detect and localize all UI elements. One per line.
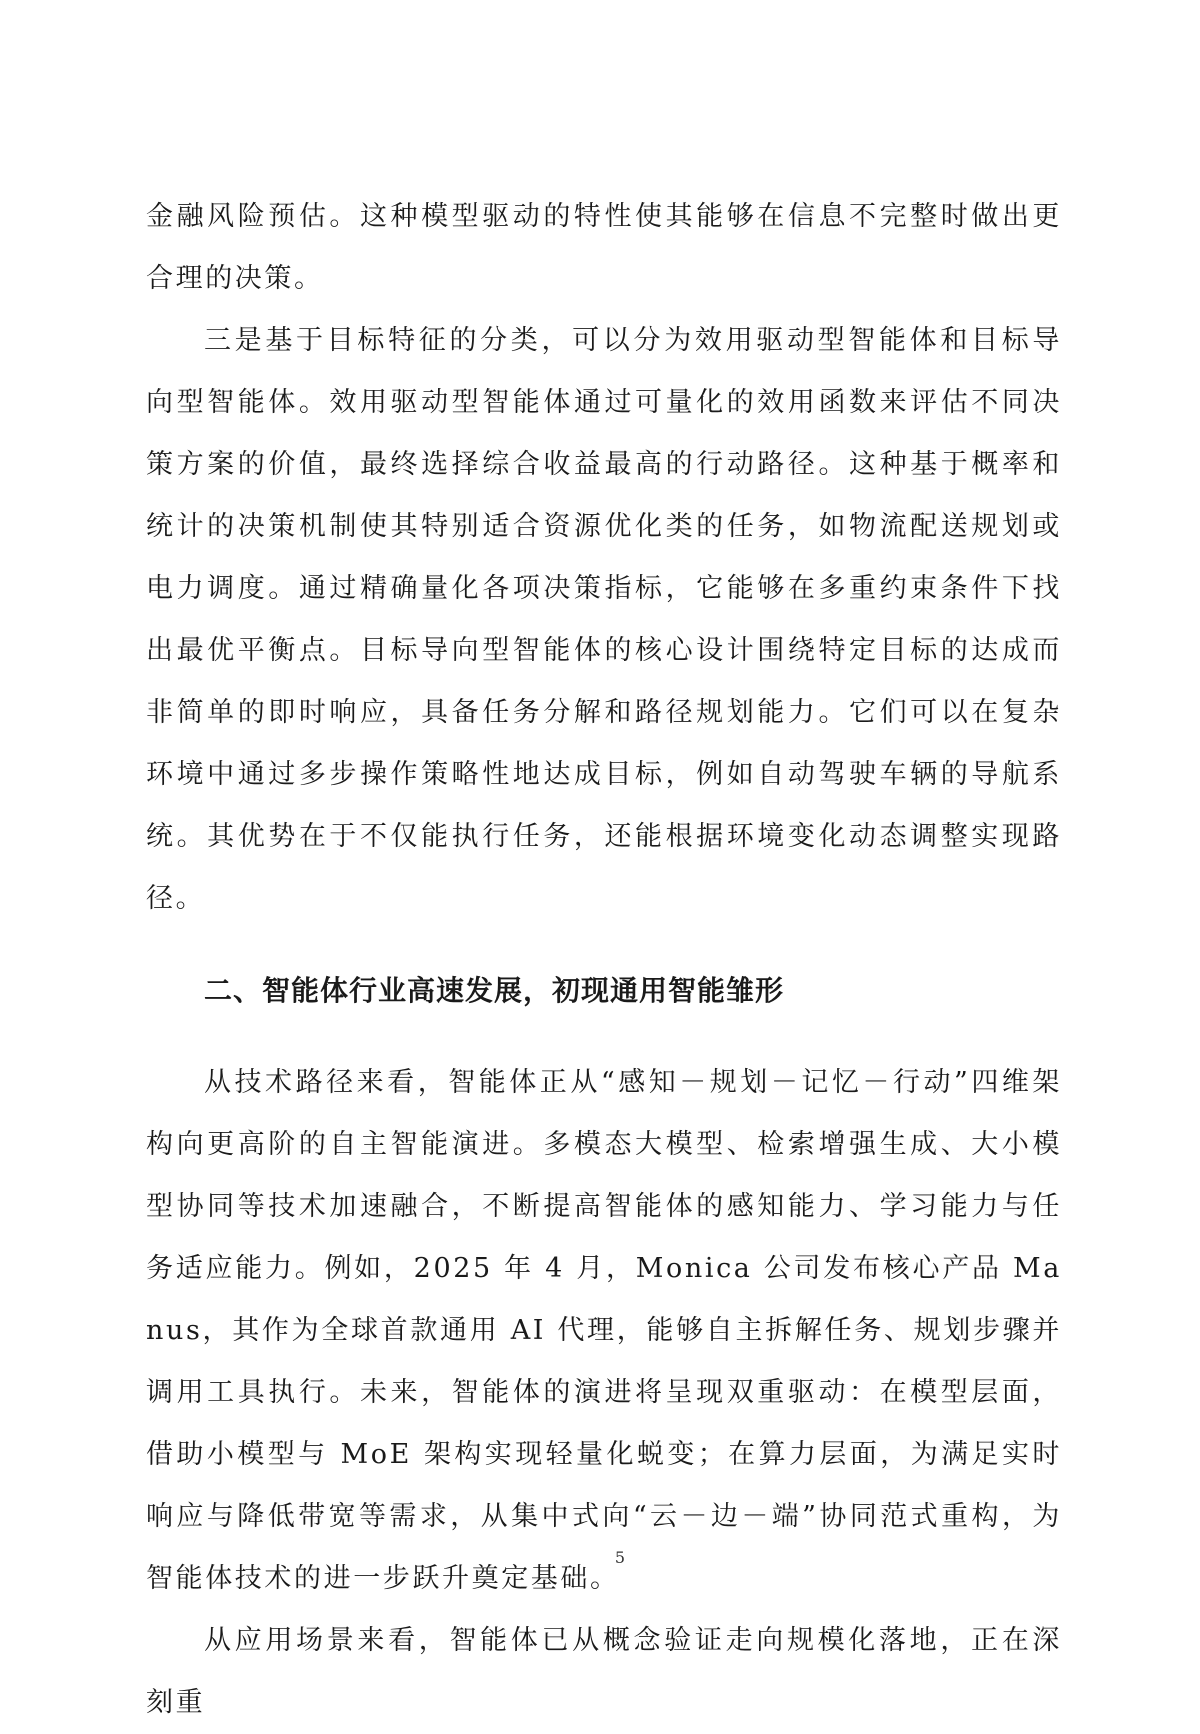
paragraph-goal-classification: 三是基于目标特征的分类，可以分为效用驱动型智能体和目标导向型智能体。效用驱动型智能体通过可量化的效用函数来评估不同决策方案的价值，最终选择综合收益最高的行动路径。这种基于概率和统计的决策机制使其特别适合资源优化类的任务，如物流配送规划或电力调度。通过精确量化各项决策指标，它能够在多重约束条件下找出最优平衡点。目标导向型智能体的核心设计围绕特定目标的达成而非简单的即时响应，具备任务分解和路径规划能力。它们可以在复杂环境中通过多步操作策略性地达成目标，例如自动驾驶车辆的导航系统。其优势在于不仅能执行任务，还能根据环境变化动态调整实现路径。 bbox=[146, 325, 1062, 914]
page-number: 5 bbox=[614, 1548, 626, 1567]
paragraph-continued: 金融风险预估。这种模型驱动的特性使其能够在信息不完整时做出更合理的决策。 bbox=[146, 201, 1062, 294]
section-heading: 二、智能体行业高速发展，初现通用智能雏形 bbox=[204, 974, 785, 1007]
paragraph-application-scenarios: 从应用场景来看，智能体已从概念验证走向规模化落地，正在深刻重 bbox=[146, 1625, 1062, 1718]
page-body bbox=[146, 186, 1062, 1734]
paragraph-technology-path: 从技术路径来看，智能体正从“感知－规划－记忆－行动”四维架构向更高阶的自主智能演进。多模态大模型、检索增强生成、大小模型协同等技术加速融合，不断提高智能体的感知能力、学习能力与任务适应能力。例如，2025 年 4 月，Monica 公司发布核心产品 Manus，其作为全球首款通用 AI 代理，能够自主拆解任务、规划步骤并调用工具执行。未来，智能体的演进将呈现双重驱动：在模型层面，借助小模型与 MoE 架构实现轻量化蜕变；在算力层面，为满足实时响应与降低带宽等需求，从集中式向“云－边－端”协同范式重构，为智能体技术的进一步跃升奠定基础。 bbox=[146, 1067, 1062, 1594]
